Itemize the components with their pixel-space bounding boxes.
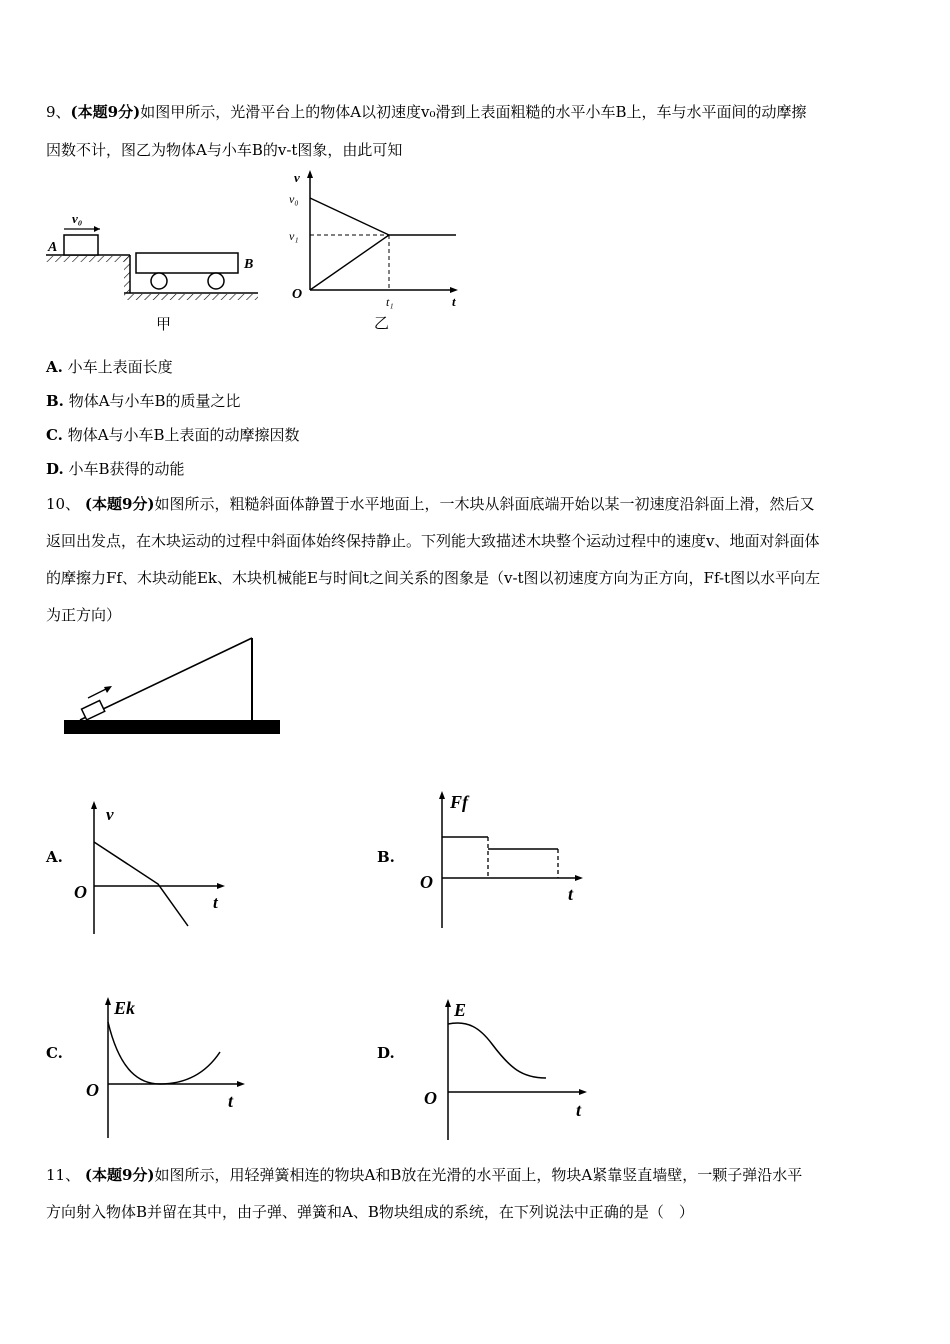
q9-option-d (46, 459, 185, 479)
q9-axis-t: t (452, 294, 456, 309)
q9-points: (本题9分) (70, 103, 141, 121)
q9-axis-v: v (294, 170, 300, 185)
q9-figure-jia (44, 205, 264, 335)
q9-line-b (310, 235, 389, 290)
q10-c-axis-x: t (228, 1091, 234, 1111)
q9-line-a (310, 198, 389, 235)
q10-graph-d (418, 994, 598, 1142)
q9-option-a-key: A. (46, 358, 63, 376)
q9-option-b (46, 391, 241, 411)
q9-label-b: B (244, 257, 254, 272)
q10-number: 10、 (46, 495, 81, 513)
q10-points: (本题9分) (84, 495, 155, 513)
q10-option-a-key: A. (46, 848, 63, 866)
q9-tick-v1: v₁ (289, 229, 299, 243)
q10-block (82, 700, 105, 719)
q9-label-v0: v₀ (72, 211, 83, 226)
q9-option-b-text: 物体A与小车B的质量之比 (68, 392, 241, 410)
q10-d-axis-y: E (454, 1000, 467, 1020)
q10-graph-c (80, 992, 260, 1140)
q10-line-2: 返回出发点，在木块运动的过程中斜面体始终保持静止。下列能大致描述木块整个运动过程中的速度v、地面对斜面体 (46, 532, 820, 550)
q9-caption-jia: 甲 (156, 317, 172, 333)
q9-option-d-key: D. (46, 460, 64, 478)
q10-a-axis-x: t (213, 893, 218, 912)
q9-option-b-key: B. (46, 392, 64, 410)
q11-line-2: 方向射入物体B并留在其中，由子弹、弹簧和A、B物块组成的系统，在下列说法中正确的是（ ） (46, 1203, 694, 1221)
q9-option-c (46, 425, 300, 445)
q10-option-c-key: C. (46, 1044, 63, 1062)
q10-text-1: 如图所示，粗糙斜面体静置于水平地面上，一木块从斜面底端开始以某一初速度沿斜面上滑，然后又 (154, 495, 815, 513)
q9-line-2: 因数不计，图乙为物体A与小车B的v-t图象，由此可知 (46, 141, 403, 159)
q9-label-a: A (48, 240, 58, 255)
q10-graph-b (410, 786, 590, 932)
q11-points: (本题9分) (84, 1166, 155, 1184)
q10-d-origin: O (424, 1088, 437, 1108)
q9-origin: O (292, 287, 303, 302)
block-a (64, 235, 98, 255)
q10-incline-figure (62, 632, 284, 744)
q10-b-origin: O (420, 872, 433, 892)
q10-line-3: 的摩擦力Ff、木块动能Ek、木块机械能E与时间t之间关系的图象是（v-t图以初速度方向为正方向，Ff-t图以水平向左 (46, 569, 821, 587)
q10-line-1 (46, 494, 815, 514)
q9-number: 9、 (46, 103, 71, 121)
q9-tick-v0: v₀ (289, 192, 299, 206)
q9-option-a-text: 小车上表面长度 (67, 358, 173, 376)
q9-option-a (46, 357, 173, 377)
q9-option-c-key: C. (46, 426, 63, 444)
q10-c-curve (108, 1022, 220, 1084)
q9-tick-t1: t₁ (386, 295, 394, 309)
q10-a-origin: O (74, 882, 87, 902)
q11-number: 11、 (46, 1166, 81, 1184)
q9-caption-yi: 乙 (374, 316, 390, 332)
q10-line-4: 为正方向） (46, 606, 122, 624)
q10-d-axis-x: t (576, 1100, 582, 1120)
q10-c-origin: O (86, 1080, 99, 1100)
q10-option-d-key: D. (377, 1044, 395, 1062)
q11-text-1: 如图所示，用轻弹簧相连的物块A和B放在光滑的水平面上，物块A紧靠竖直墙壁，一颗子弹沿水平 (154, 1166, 803, 1184)
q9-figure-yi (284, 168, 464, 333)
q10-b-axis-y: Ff (450, 792, 468, 812)
q10-b-axis-x: t (568, 884, 574, 904)
q9-text-1: 如图甲所示，光滑平台上的物体A以初速度v₀滑到上表面粗糙的水平小车B上，车与水平面间的动摩擦 (140, 103, 807, 121)
q10-a-curve (94, 842, 188, 926)
q9-option-d-text: 小车B获得的动能 (68, 460, 185, 478)
q10-c-axis-y: Ek (114, 998, 136, 1018)
q11-line-1 (46, 1165, 802, 1185)
q10-option-b-key: B. (377, 848, 395, 866)
q9-option-c-text: 物体A与小车B上表面的动摩擦因数 (67, 426, 300, 444)
q9-line-1 (46, 102, 807, 122)
q10-graph-a (70, 798, 230, 936)
q10-d-curve (448, 1023, 546, 1078)
cart-b (136, 253, 238, 273)
q10-a-axis-y: v (106, 805, 114, 824)
